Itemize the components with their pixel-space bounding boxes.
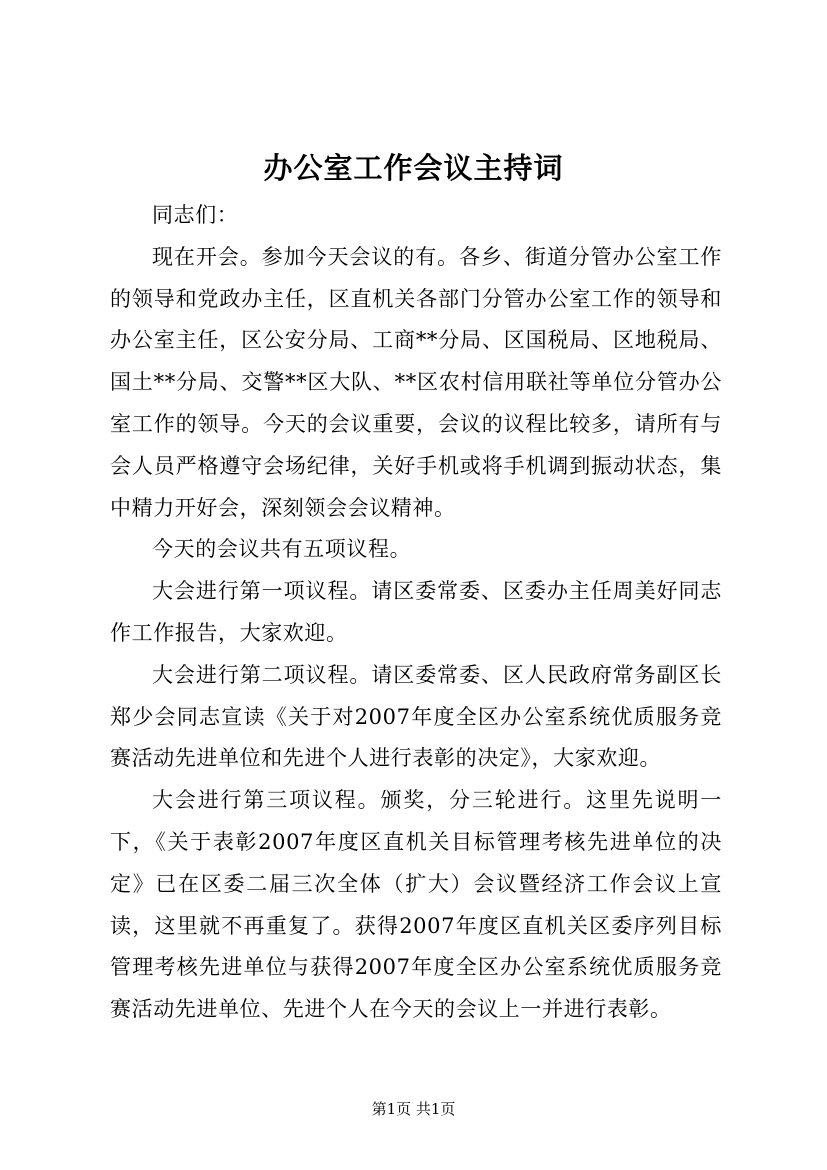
agenda-item-1-paragraph: 大会进行第一项议程。请区委常委、区委办主任周美好同志作工作报告，大家欢迎。 — [110, 579, 722, 645]
agenda-item-3-paragraph: 大会进行第三项议程。颁奖，分三轮进行。这里先说明一下，《关于表彰2007年度区直机关目标管理考核先进单位的决定》已在区委二届三次全体（扩大）会议暨经济工作会议上宣读，这里就不再重复了。获得2007年度区直机关区委序列目标管理考核先进单位与获得2007年度全区办公室系统优质服务竞赛活动先进单位、先进个人在今天的会议上一并进行表彰。 — [110, 788, 722, 1022]
agenda-summary-paragraph: 今天的会议共有五项议程。 — [152, 537, 412, 562]
page-number-footer: 第1页 共1页 — [371, 1100, 456, 1118]
salutation-paragraph: 同志们： — [152, 203, 239, 227]
opening-paragraph: 现在开会。参加今天会议的有。各乡、街道分管办公室工作的领导和党政办主任，区直机关各部门分管办公室工作的领导和办公室主任，区公安分局、工商**分局、区国税局、区地税局、国土**分局、交警**区大队、**区农村信用联社等单位分管办公室工作的领导。今天的会议重要，会议的议程比较多，请所有与会人员严格遵守会场纪律，关好手机或将手机调到振动状态，集中精力开好会，深刻领会会议精神。 — [110, 244, 722, 520]
document-title: 办公室工作会议主持词 — [263, 151, 564, 185]
agenda-item-2-paragraph: 大会进行第二项议程。请区委常委、区人民政府常务副区长郑少会同志宣读《关于对2007年度全区办公室系统优质服务竞赛活动先进单位和先进个人进行表彰的决定》，大家欢迎。 — [110, 662, 722, 771]
document-body — [110, 195, 722, 1031]
